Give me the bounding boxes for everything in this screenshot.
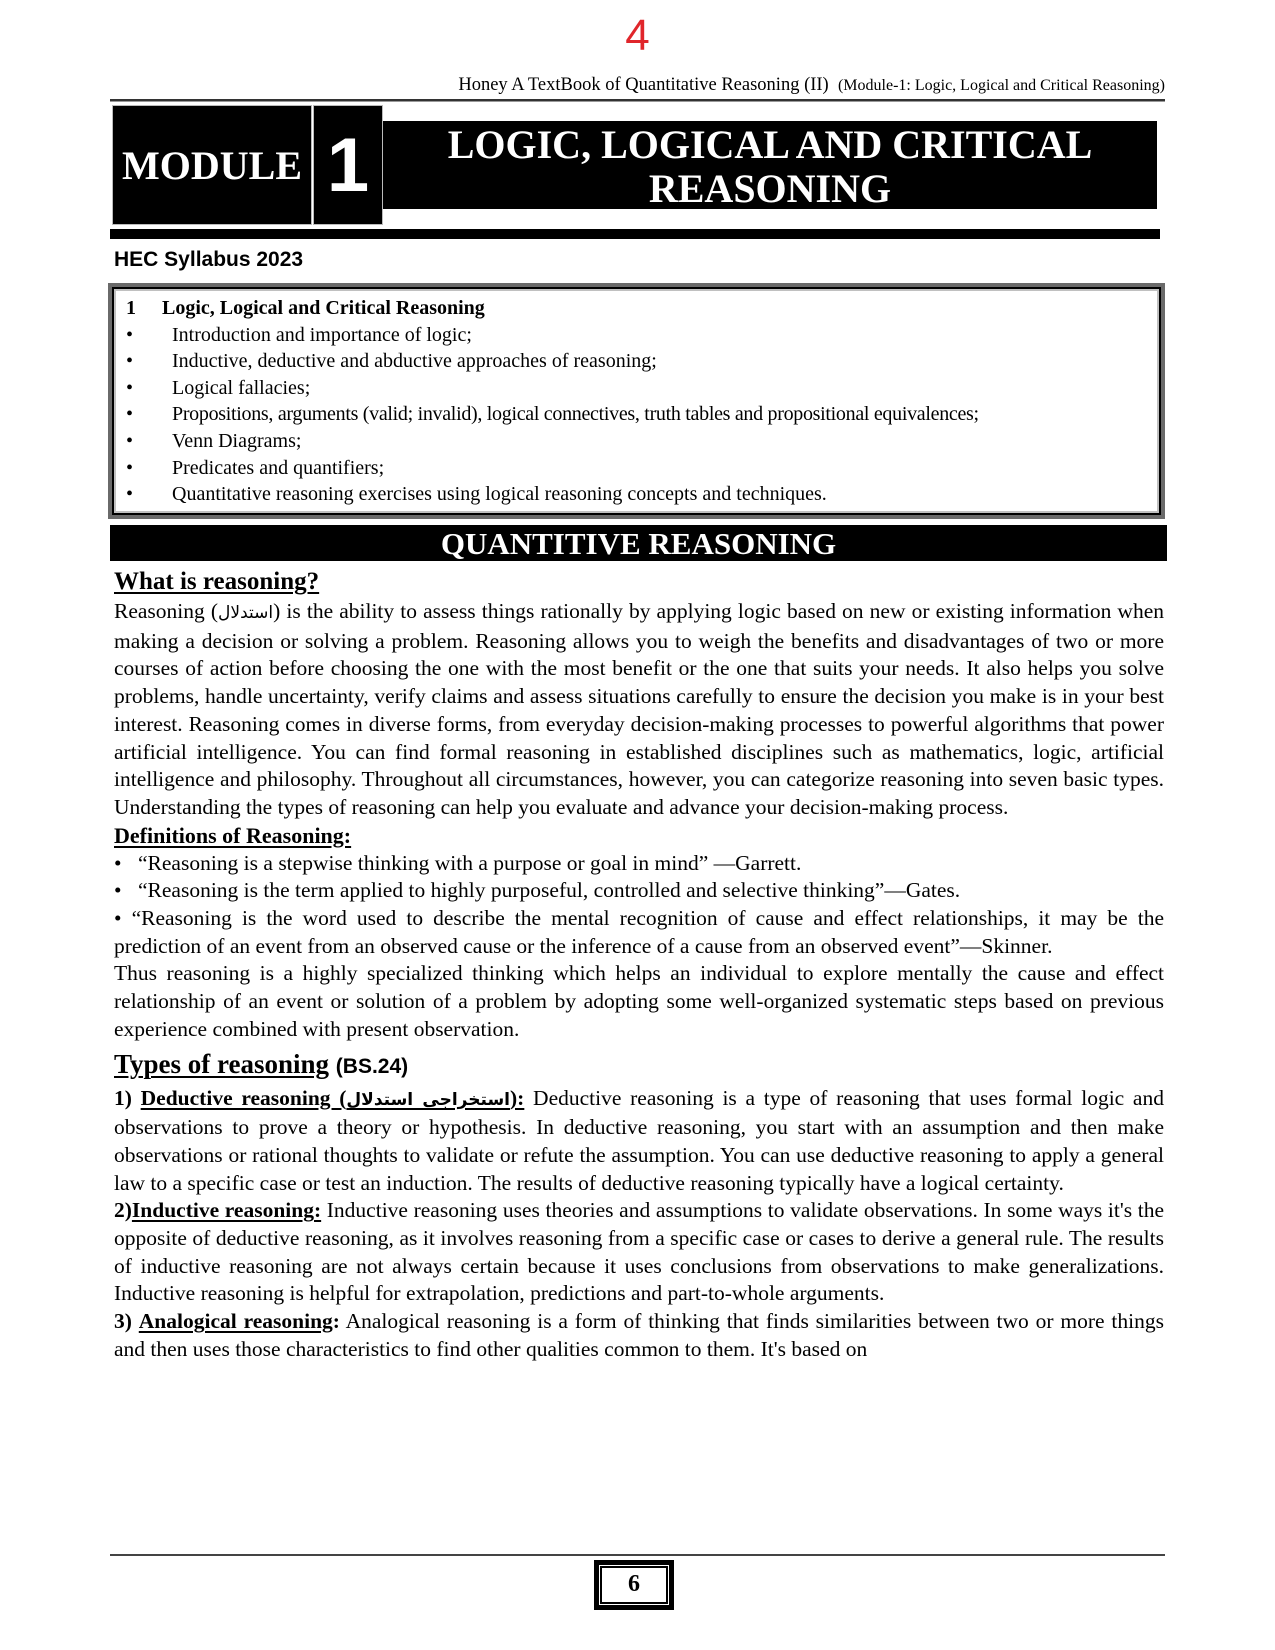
definition-text: “Reasoning is the word used to describe the mental recognition of cause and effect relationships, it may be the prediction of an event from an observed cause or the inference of a cause from an observed event”—Skinner. [114, 906, 1165, 958]
type-title: Analogical reasoning [138, 1309, 333, 1334]
definition-item [114, 850, 1164, 878]
page-number-box [594, 1560, 674, 1610]
running-head [110, 74, 1165, 97]
syllabus-item [124, 401, 1149, 428]
bullet-icon: • [114, 850, 122, 875]
syllabus-heading: HEC Syllabus 2023 [114, 248, 304, 271]
types-tag: (BS.24) [335, 1054, 409, 1078]
syllabus-item-text: Quantitative reasoning exercises using logical reasoning concepts and techniques. [172, 483, 827, 506]
definitions-summary: Thus reasoning is a highly specialized thinking which helps an individual to explore mentally the cause and effect relationship of an event or solution of a problem by adopting some well-organized systematic steps based on previous experience combined with present observation. [114, 961, 1164, 1041]
definition-item [114, 877, 1164, 905]
urdu-term: استدلال [218, 603, 274, 623]
bullet-icon: • [126, 456, 134, 479]
syllabus-item-text: Predicates and quantifiers; [172, 456, 385, 479]
type-title [141, 1086, 525, 1110]
syllabus-item-text: Venn Diagrams; [172, 429, 302, 452]
type-title-text: Deductive reasoning ( [140, 1085, 347, 1110]
urdu-term: استخراجی استدلال [346, 1089, 510, 1110]
type-number: 1) [114, 1085, 132, 1110]
bullet-icon: • [114, 906, 122, 931]
syllabus-item [124, 322, 1149, 349]
syllabus-item [124, 481, 1149, 508]
page-number: 6 [600, 1566, 668, 1604]
module-title-line-2: REASONING [648, 166, 892, 211]
module-title [383, 121, 1157, 209]
type-text: Deductive reasoning is a type of reasoning that uses formal logic and observations to prove a theory or hypothesis. In deductive reasoning, you start with an assumption and then make observations or rational thoughts to validate or refute the assumption. You can use deductive reasoning to apply a general law to a specific case or test an induction. The results of deductive reasoning typically have a logical certainty. [114, 1085, 1164, 1195]
what-is-reasoning-heading: What is reasoning? [114, 568, 320, 595]
syllabus-item [124, 375, 1149, 402]
type-text: Inductive reasoning uses theories and assumptions to validate observations. In some ways it's the opposite of deductive reasoning, as it involves reasoning from a specific case or cases to derive a general rule. The results of inductive reasoning are not always certain because it uses conclusions from observations to make generalizations. Inductive reasoning is helpful for extrapolation, predictions and part-to-whole arguments. [114, 1198, 1164, 1306]
module-underbar [110, 229, 1160, 239]
syllabus-item-text: Logical fallacies; [172, 376, 311, 399]
bullet-icon: • [114, 878, 122, 903]
type-title-close: ): [510, 1085, 525, 1110]
section-banner: QUANTITIVE REASONING [110, 525, 1167, 561]
para-lead: Reasoning ( [114, 599, 219, 623]
type-analogical [114, 1308, 1164, 1363]
syllabus-section-number: 1 [126, 297, 136, 319]
definition-text: “Reasoning is the term applied to highly purposeful, controlled and selective thinking”—Gates. [138, 878, 961, 903]
syllabus-item-text: Inductive, deductive and abductive approaches of reasoning; [172, 350, 657, 373]
syllabus-item [124, 348, 1149, 375]
syllabus-box [108, 283, 1165, 519]
type-number: 3) [114, 1309, 132, 1334]
syllabus-item-text: Propositions, arguments (valid; invalid), logical connectives, truth tables and propositional equivalences; [172, 403, 979, 426]
bullet-icon: • [126, 429, 134, 452]
definitions-heading: Definitions of Reasoning: [114, 822, 352, 848]
definition-text: “Reasoning is a stepwise thinking with a purpose or goal in mind” —Garrett. [138, 850, 802, 875]
bullet-icon: • [126, 323, 134, 346]
what-is-reasoning-paragraph [114, 598, 1164, 822]
types-heading [114, 1046, 1164, 1085]
main-content [114, 566, 1164, 1364]
bullet-icon: • [126, 376, 134, 399]
module-title-line-1: LOGIC, LOGICAL AND CRITICAL [447, 122, 1093, 167]
type-title-close: : [332, 1309, 340, 1334]
footer-rule [110, 1554, 1165, 1556]
bullet-icon: • [126, 483, 134, 506]
syllabus-section-title [124, 295, 1149, 322]
module-number: 1 [326, 122, 370, 208]
definition-item-long [114, 905, 1164, 960]
para-rest: ) is the ability to assess things rationally by applying logic based on new or existing information when making a decision or solving a problem. Reasoning allows you to weigh the benefits and disadvantages of two or more courses of action before choosing the one with the most benefit or the one that suits your needs. It also helps you solve problems, handle uncertainty, verify claims and assess situations carefully to ensure the decision you make is in your best interest. Reasoning comes in diverse forms, from everyday decision-making processes to powerful algorithms that power artificial intelligence. You can find formal reasoning in established disciplines such as mathematics, logic, artificial intelligence and philosophy. Throughout all circumstances, however, you can categorize reasoning into seven basic types. Understanding the types of reasoning can help you evaluate and advance your decision-making process. [114, 599, 1164, 819]
type-deductive [114, 1085, 1164, 1198]
syllabus-section-label: Logic, Logical and Critical Reasoning [162, 297, 485, 319]
module-label: MODULE [122, 142, 302, 188]
type-title: Inductive reasoning: [131, 1198, 322, 1223]
type-text: Analogical reasoning is a form of thinking that finds similarities between two or more things and then uses those characteristics to find other qualities common to them. It's based on [114, 1309, 1164, 1361]
module-reference: (Module-1: Logic, Logical and Critical Reasoning) [837, 77, 1165, 94]
module-label-box [112, 105, 312, 225]
type-number: 2) [114, 1198, 132, 1223]
syllabus-item [124, 428, 1149, 455]
page-marker: 4 [625, 11, 650, 60]
types-heading-text: Types of reasoning [114, 1048, 330, 1079]
type-inductive [114, 1197, 1164, 1308]
header-rule [110, 99, 1165, 102]
module-number-box [313, 105, 383, 225]
bullet-icon: • [126, 350, 134, 373]
book-title: Honey A TextBook of Quantitative Reasoning (II) [458, 75, 829, 95]
syllabus-item [124, 455, 1149, 482]
syllabus-item-text: Introduction and importance of logic; [172, 323, 472, 346]
bullet-icon: • [126, 403, 134, 426]
